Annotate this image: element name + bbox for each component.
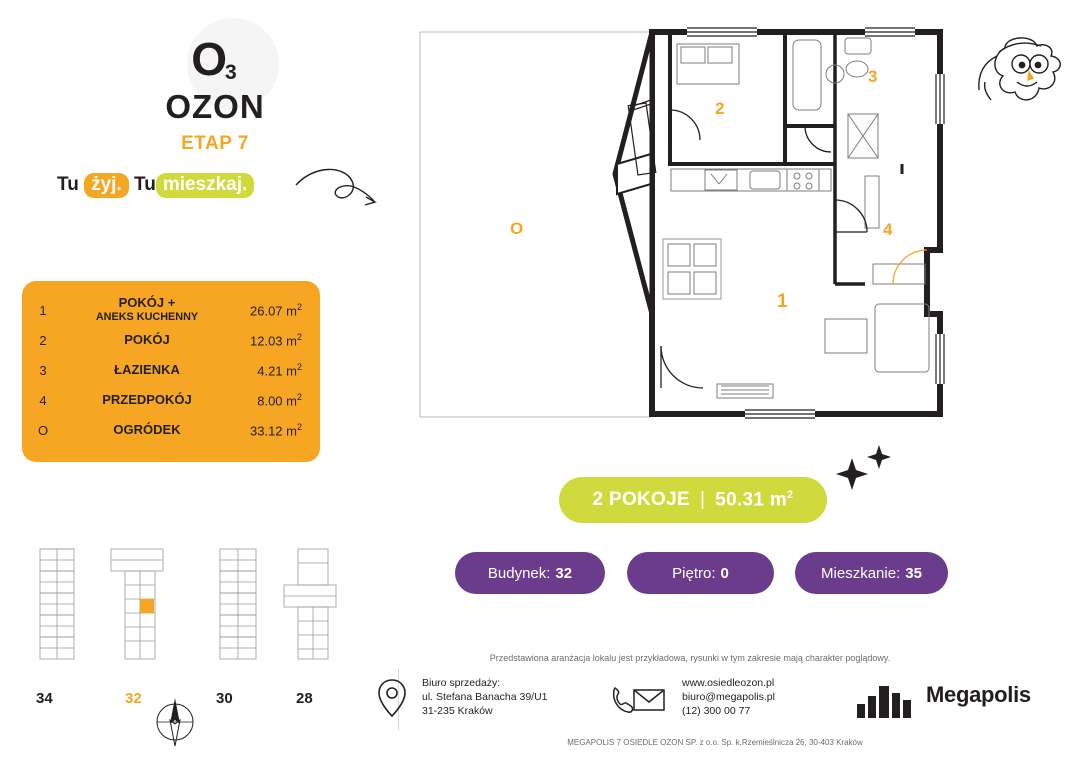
legend-area: 33.12 $m^2$ bbox=[250, 421, 302, 439]
legend-number: 4 bbox=[39, 392, 47, 408]
legend-area: 12.03 $m^2$ bbox=[250, 331, 302, 349]
location-pin-icon bbox=[376, 678, 408, 718]
footer-office-street: ul. Stefana Banacha 39/U1 bbox=[422, 691, 548, 703]
sparkles-icon bbox=[828, 440, 898, 500]
disclaimer-text: Przedstawiona aranżacja lokalu jest przykładowa, rysunki w tym zakresie mają charakter poglądowy. bbox=[489, 653, 891, 663]
arrow-swoosh-icon bbox=[292, 163, 382, 213]
footer bbox=[370, 672, 1060, 732]
tagline-highlight-mieszkaj: mieszkaj. bbox=[156, 173, 255, 198]
badge-flat bbox=[795, 552, 948, 594]
keyplan-label-28: 28 bbox=[296, 690, 313, 707]
keyplan-label-30: 30 bbox=[216, 690, 233, 707]
legend-number: O bbox=[37, 422, 49, 438]
legend-panel bbox=[22, 281, 320, 462]
logo-o3: $O_3$ bbox=[191, 33, 237, 85]
compass-icon bbox=[147, 690, 203, 750]
logo-wordmark: OZON bbox=[165, 88, 265, 125]
mascot-icon bbox=[975, 30, 1075, 150]
brand-logo bbox=[95, 22, 335, 155]
floorplan-drawing bbox=[405, 14, 975, 434]
legend-number: 1 bbox=[39, 302, 47, 318]
badge-flat-value: 35 bbox=[905, 564, 922, 582]
room-label-1: 1 bbox=[777, 291, 788, 312]
footer-office-city: 31-235 Kraków bbox=[422, 705, 493, 717]
tagline-highlight-zyj: żyj. bbox=[84, 173, 129, 198]
legend-name: ŁAZIENKA bbox=[114, 362, 180, 377]
keyplan-28[interactable] bbox=[276, 545, 346, 665]
footer-phone: (12) 300 00 77 bbox=[682, 705, 751, 717]
legend-name: POKÓJ bbox=[124, 332, 170, 347]
footer-contact bbox=[682, 676, 775, 718]
legend-row bbox=[22, 385, 320, 415]
megapolis-logo-icon bbox=[855, 684, 915, 718]
summary-rooms: 2 POKOJE bbox=[592, 489, 690, 510]
legend-name: OGRÓDEK bbox=[113, 422, 181, 437]
footer-website[interactable]: www.osiedleozon.pl bbox=[682, 677, 775, 689]
legend-row bbox=[22, 415, 320, 445]
room-label-2: 2 bbox=[715, 99, 725, 118]
keyplan-34[interactable] bbox=[28, 545, 88, 665]
badge-floor bbox=[627, 552, 774, 594]
room-label-3: 3 bbox=[868, 67, 878, 86]
logo-etap: ETAP 7 bbox=[181, 133, 249, 154]
room-label-o: O bbox=[510, 219, 524, 238]
badge-floor-value: 0 bbox=[720, 564, 729, 582]
keyplan-30[interactable] bbox=[208, 545, 272, 665]
legend-row bbox=[22, 295, 320, 325]
tagline bbox=[57, 173, 254, 198]
footer-legal-text: MEGAPOLIS 7 OSIEDLE OZON SP. z o.o. Sp. k,Rzemieślnicza 26, 30-403 Kraków bbox=[567, 738, 863, 747]
footer-office-title: Biuro sprzedaży: bbox=[422, 677, 501, 689]
badge-building bbox=[455, 552, 605, 594]
legend-row bbox=[22, 355, 320, 385]
badge-floor-label: Piętro: bbox=[672, 564, 716, 582]
keyplan-label-34: 34 bbox=[36, 690, 53, 707]
footer-company-name: Megapolis bbox=[926, 682, 1031, 707]
legend-row bbox=[22, 325, 320, 355]
room-label-4: 4 bbox=[883, 220, 893, 239]
tagline-part2: Tu bbox=[134, 174, 156, 195]
summary-separator: | bbox=[699, 489, 706, 510]
legend-area: 26.07 $m^2$ bbox=[250, 301, 302, 319]
footer-office-address bbox=[422, 676, 548, 718]
legend-number: 2 bbox=[39, 332, 47, 348]
summary-rooms-area-pill bbox=[559, 477, 827, 523]
phone-envelope-icon bbox=[610, 682, 668, 716]
legend-name: POKÓJ + ANEKS KUCHENNY bbox=[95, 295, 199, 323]
legend-area: 4.21 $m^2$ bbox=[257, 361, 302, 379]
badge-building-label: Budynek: bbox=[487, 564, 551, 582]
badge-flat-label: Mieszkanie: bbox=[821, 564, 901, 582]
keyplan-label-32: 32 bbox=[125, 690, 142, 707]
legend-number: 3 bbox=[39, 362, 47, 378]
tagline-part1: Tu bbox=[57, 174, 79, 195]
badge-building-value: 32 bbox=[555, 564, 573, 582]
summary-area: 50.31 $m^2$ bbox=[715, 488, 794, 511]
legend-name: PRZEDPOKÓJ bbox=[102, 392, 192, 407]
legend-area: 8.00 $m^2$ bbox=[257, 391, 302, 409]
keyplan-32[interactable] bbox=[103, 545, 173, 665]
footer-email[interactable]: biuro@megapolis.pl bbox=[682, 691, 775, 703]
